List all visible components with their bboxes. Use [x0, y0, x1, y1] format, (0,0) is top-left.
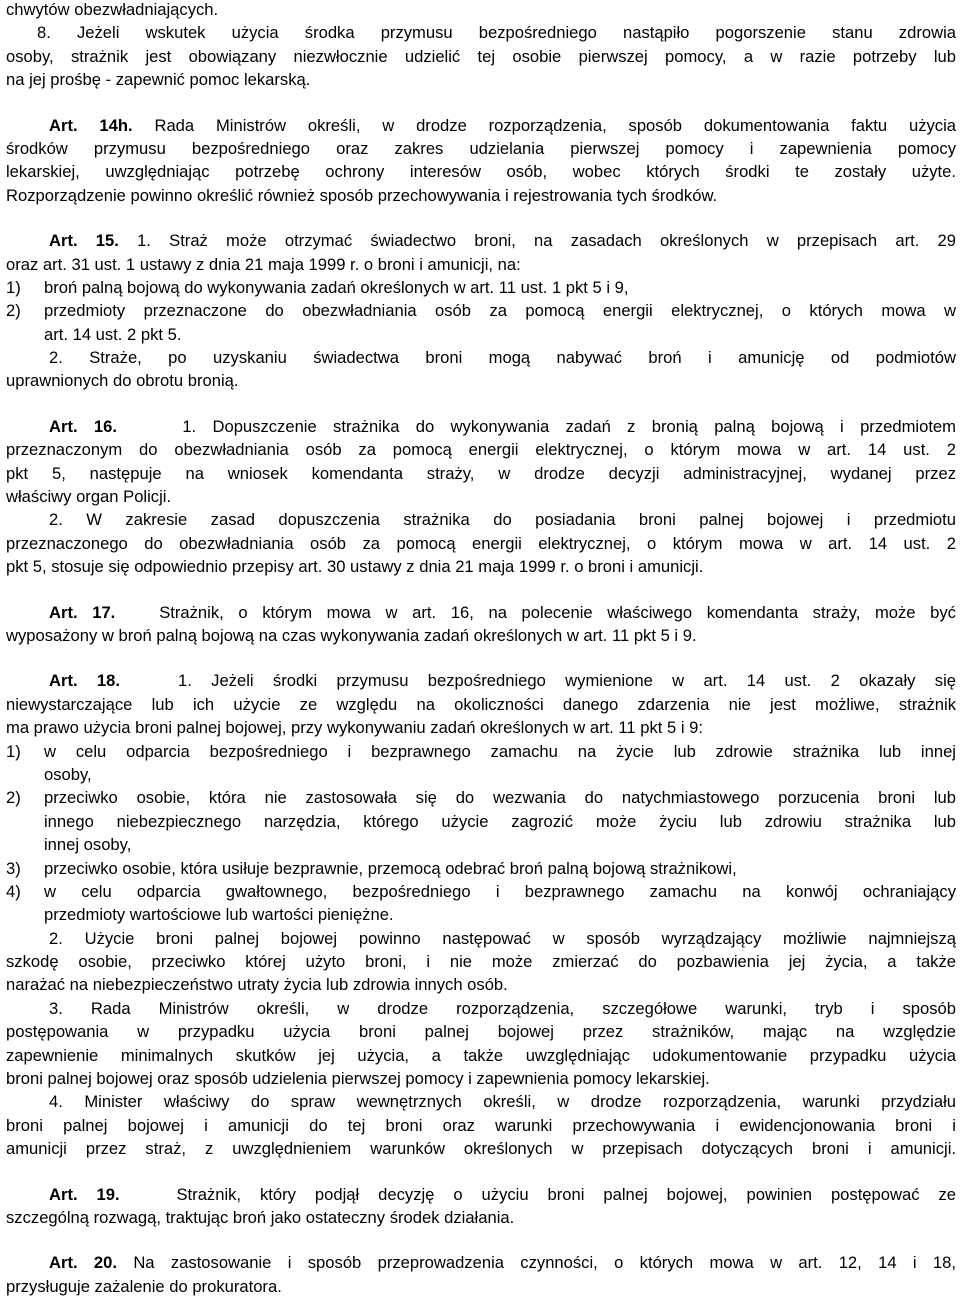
article-heading: Art. 14h.	[49, 115, 133, 135]
text-line: innej osoby,	[44, 835, 132, 855]
text-line: przysługuje zażalenie do prokuratora.	[6, 1276, 282, 1296]
text-line: przeznaczonym do obezwładniania osób za pomocą energii elektrycznej, o którym mowa w art. 14 ust. 2	[6, 440, 956, 460]
text-line: 3. Rada Ministrów określi, w drodze rozporządzenia, szczegółowe warunki, tryb i sposób	[49, 998, 956, 1018]
paragraph-gap	[6, 1229, 956, 1251]
text-line: 2. Użycie broni palnej bojowej powinno następować w sposób wyrządzający możliwie najmniejszą	[49, 928, 956, 948]
text-line: 2. W zakresie zasad dopuszczenia strażnika do posiadania broni palnej bojowej i przedmiotu	[49, 510, 956, 530]
paragraph-gap	[6, 579, 956, 601]
article-heading: Art. 17.	[49, 602, 116, 622]
article-heading: Art. 15.	[49, 231, 119, 251]
text-line: pkt 5, stosuje się odpowiednio przepisy art. 30 ustawy z dnia 21 maja 1999 r. o broni i amunicji.	[6, 557, 704, 577]
text-line: uprawnionych do obrotu bronią.	[6, 371, 239, 391]
article-heading: Art. 19.	[49, 1184, 120, 1204]
text-line: właściwy organ Policji.	[6, 487, 172, 507]
text-line: niewystarczające lub ich użycie ze względu na okoliczności danego zdarzenia nie jest możliwe, strażnik	[6, 694, 956, 714]
text-line: innego niebezpiecznego narzędzia, którego użycie zagrozić może życiu lub zdrowiu strażnika lub	[44, 811, 956, 831]
list-item: 3) przeciwko osobie, która usiłuje bezprawnie, przemocą odebrać broń palną bojową strażnikowi,	[6, 858, 737, 878]
article-15-first-line: Art. 15. 1. Straż może otrzymać świadectwo broni, na zasadach określonych w przepisach art. 29	[49, 231, 956, 251]
text-line: broni palnej bojowej oraz sposób udzielenia pierwszej pomocy i zapewnienia pomocy lekarskiej.	[6, 1069, 710, 1089]
article-18-first-line: Art. 18. 1. Jeżeli środki przymusu bezpośredniego wymienione w art. 14 ust. 2 okazały się	[49, 671, 956, 691]
text-line: wyposażony w broń palną bojową na czas wykonywania zadań określonych w art. 11 pkt 5 i 9.	[6, 625, 697, 645]
article-16-first-line: Art. 16. 1. Dopuszczenie strażnika do wykonywania zadań z bronią palną bojową i przedmiotem	[49, 416, 956, 436]
text-line: lekarskiej, uwzględniając potrzebę ochrony interesów osób, wobec których środki te zostały użyte.	[6, 162, 956, 182]
list-item: 1) broń palną bojową do wykonywania zadań określonych w art. 11 ust. 1 pkt 5 i 9,	[6, 277, 629, 297]
paragraph-gap	[6, 92, 956, 114]
article-19-first-line: Art. 19. Strażnik, który podjął decyzję o użyciu broni palnej bojowej, powinien postępować ze	[49, 1184, 956, 1204]
article-heading: Art. 18.	[49, 671, 120, 691]
article-20-first-line: Art. 20. Na zastosowanie i sposób przeprowadzenia czynności, o których mowa w art. 12, 14 i 18,	[49, 1253, 956, 1273]
text-line: szkodę osobie, przeciwko której użyto broni, i nie może zmierzać do pozbawienia jej życia, a także	[6, 952, 956, 972]
list-item: 1) w celu odparcia bezpośredniego i bezprawnego zamachu na życie lub zdrowie strażnika lub innej	[6, 741, 956, 761]
paragraph-gap	[6, 647, 956, 669]
text-line: przedmioty wartościowe lub wartości pieniężne.	[44, 905, 394, 925]
text-line: 2. Straże, po uzyskaniu świadectwa broni mogą nabywać broń i amunicję od podmiotów	[49, 348, 956, 368]
text-line: postępowania w przypadku użycia broni palnej bojowej przez strażników, mając na względzie	[6, 1022, 956, 1042]
paragraph-gap	[6, 1161, 956, 1183]
article-heading: Art. 16.	[49, 416, 117, 436]
article-14h-first-line: Art. 14h. Rada Ministrów określi, w drodze rozporządzenia, sposób dokumentowania faktu użycia	[49, 115, 956, 135]
article-17-first-line: Art. 17. Strażnik, o którym mowa w art. 16, na polecenie właściwego komendanta straży, może być	[49, 602, 956, 622]
text-line: broni palnej bojowej i amunicji do tej broni oraz warunki przechowywania i ewidencjonowania broni i	[6, 1115, 956, 1135]
list-item: 2) przeciwko osobie, która nie zastosowała się do wezwania do natychmiastowego porzucenia broni lub	[6, 788, 956, 808]
article-heading: Art. 20.	[49, 1253, 117, 1273]
text-line: na jej prośbę - zapewnić pomoc lekarską.	[6, 70, 311, 90]
text-line: 4. Minister właściwy do spraw wewnętrznych określi, w drodze rozporządzenia, warunki przydziału	[49, 1092, 956, 1112]
list-item: 4) w celu odparcia gwałtownego, bezpośredniego i bezprawnego zamachu na konwój ochraniający	[6, 881, 956, 901]
text-line: zapewnienie minimalnych skutków jej użycia, a także uwzględniając udokumentowanie przypadku użycia	[6, 1045, 956, 1065]
text-line: chwytów obezwładniających.	[6, 0, 219, 19]
text-line: narażać na niebezpieczeństwo utraty życia lub zdrowia innych osób.	[6, 975, 508, 995]
text-line: amunicji przez straż, z uwzględnieniem warunków określonych w przepisach dotyczących broni i amunicji.	[6, 1139, 956, 1159]
text-line: osoby,	[44, 764, 92, 784]
text-line: ma prawo użycia broni palnej bojowej, przy wykonywaniu zadań określonych w art. 11 pkt 5 i 9:	[6, 718, 703, 738]
paragraph-gap	[6, 393, 956, 415]
text-line: Rozporządzenie powinno określić również sposób przechowywania i rejestrowania tych środków.	[6, 185, 718, 205]
text-line: oraz art. 31 ust. 1 ustawy z dnia 21 maja 1999 r. o broni i amunicji, na:	[6, 254, 521, 274]
text-line: osoby, strażnik jest obowiązany niezwłocznie udzielić tej osobie pierwszej pomocy, a w razie potrzeby lub	[6, 46, 956, 66]
text-line: art. 14 ust. 2 pkt 5.	[44, 324, 182, 344]
text-line: przeznaczonego do obezwładniania osób za pomocą energii elektrycznej, o którym mowa w art. 14 ust. 2	[6, 533, 956, 553]
text-line: środków przymusu bezpośredniego oraz zakres udzielania pierwszej pomocy i zapewnienia pomocy	[6, 138, 956, 158]
text-line: pkt 5, następuje na wniosek komendanta straży, w drodze decyzji administracyjnej, wydanej przez	[6, 463, 956, 483]
text-line: szczególną rozwagą, traktując broń jako ostateczny środek działania.	[6, 1207, 515, 1227]
paragraph-gap	[6, 207, 956, 229]
document-page	[6, 0, 956, 1298]
list-item: 2) przedmioty przeznaczone do obezwładniania osób za pomocą energii elektrycznej, o których mowa w	[6, 301, 956, 321]
text-line: 8. Jeżeli wskutek użycia środka przymusu bezpośredniego nastąpiło pogorszenie stanu zdrowia	[37, 23, 956, 43]
